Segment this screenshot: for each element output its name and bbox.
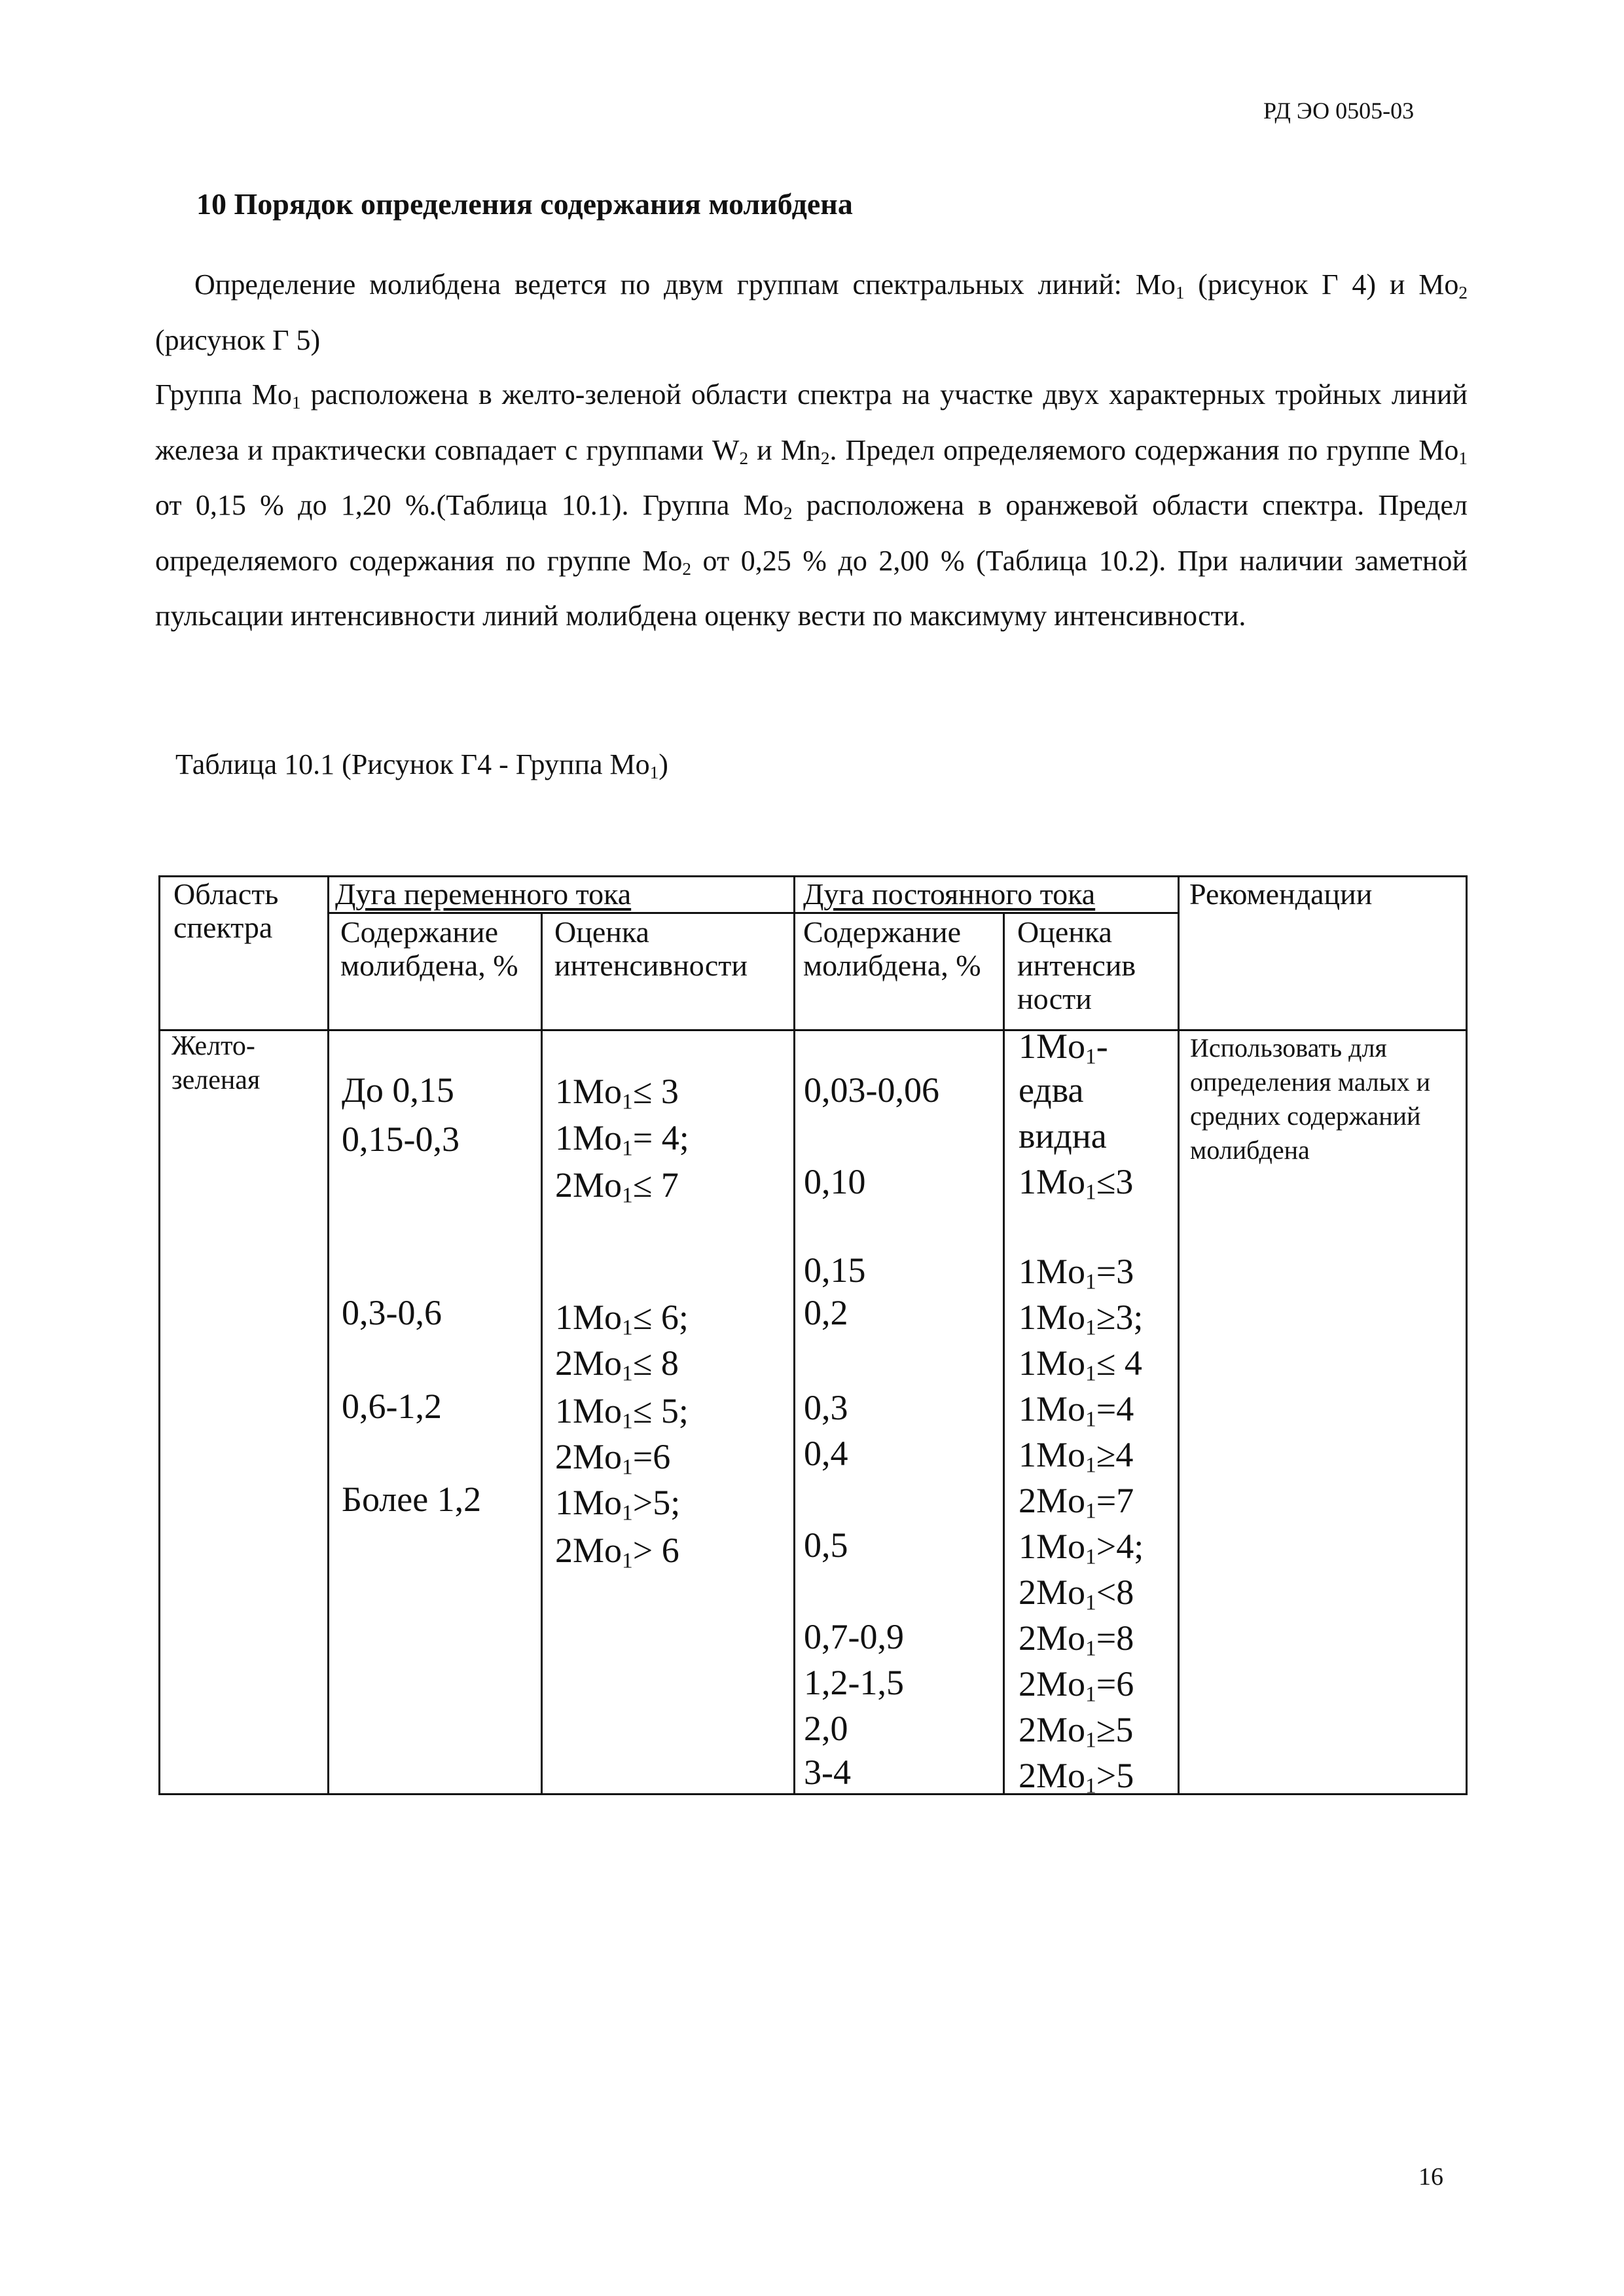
dc-intensity-16: $2Mo_1>5$ (1019, 1756, 1134, 1798)
ac-intensity-4: $1Mo_1\le 6$; (555, 1298, 689, 1340)
section-heading: 10 Порядок определения содержания молибдена (196, 187, 853, 221)
table-col-divider-4 (1003, 912, 1005, 1795)
dc-content-9: 1,2-1,5 (804, 1663, 904, 1702)
table-caption: Таблица 10.1 (Рисунок Г4 - Группа $Mo_1$) (175, 748, 668, 782)
ac-intensity-5: $2Mo_1\le 8$ (555, 1343, 679, 1386)
table-col-divider-3 (793, 875, 795, 1795)
header-ac-arc: Дуга переменного тока (335, 877, 632, 911)
dc-content-2: 0,10 (804, 1162, 866, 1201)
ac-intensity-2: $1Mo_1= 4$; (555, 1118, 689, 1161)
table-border-right (1466, 875, 1468, 1795)
dc-intensity-11: $1Mo_1>4$; (1019, 1527, 1144, 1569)
dc-intensity-6: $1Mo_1\ge 3$; (1019, 1298, 1144, 1340)
paragraph-intro: Определение молибдена ведется по двум группам спектральных линий: $Mo_1$ (рисунок Г 4) и $Mo_2$ (рисунок Г 5) (155, 268, 1468, 356)
dc-content-1: 0,03-0,06 (804, 1070, 939, 1110)
ac-content-4: 0,6-1,2 (342, 1387, 442, 1426)
dc-intensity-14: $2Mo_1=6$ (1019, 1664, 1134, 1707)
cell-recommendation: Использовать для определения малых и средних содержаний молибдена (1190, 1033, 1431, 1165)
table-border-left (158, 875, 160, 1795)
ac-content-1: До 0,15 (342, 1070, 454, 1110)
page-number: 16 (1418, 2163, 1443, 2191)
dc-intensity-12: $2Mo_1<8$ (1019, 1573, 1134, 1615)
dc-content-4: 0,2 (804, 1293, 848, 1332)
ac-content-5: Более 1,2 (342, 1480, 482, 1519)
document-code: РД ЭО 0505-03 (1263, 98, 1415, 124)
ac-intensity-3: $2Mo_1\le 7$ (555, 1165, 679, 1208)
dc-intensity-2: едва (1019, 1070, 1084, 1110)
dc-content-5: 0,3 (804, 1388, 848, 1427)
header-dc-intensity: Оценка интенсив ности (1017, 915, 1136, 1015)
dc-content-7: 0,5 (804, 1525, 848, 1565)
header-dc-arc: Дуга постоянного тока (803, 877, 1096, 911)
dc-intensity-4: $1Mo_1\le 3$ (1019, 1162, 1134, 1205)
table-border-bottom (158, 1793, 1468, 1795)
ac-intensity-7: $2Mo_1=6$ (555, 1437, 671, 1480)
dc-intensity-7: $1Mo_1\le 4$ (1019, 1343, 1142, 1386)
dc-intensity-5: $1Mo_1=3$ (1019, 1252, 1134, 1294)
dc-content-6: 0,4 (804, 1434, 848, 1473)
dc-intensity-3: видна (1019, 1116, 1107, 1156)
dc-content-3: 0,15 (804, 1250, 866, 1290)
table-col-divider-1 (327, 875, 329, 1795)
dc-intensity-8: $1Mo_1=4$ (1019, 1389, 1134, 1432)
header-dc-content: Содержание молибдена, % (803, 915, 981, 982)
dc-intensity-10: $2Mo_1=7$ (1019, 1481, 1134, 1523)
table-col-divider-2 (541, 912, 543, 1795)
dc-content-10: 2,0 (804, 1709, 848, 1748)
ac-intensity-8: $1Mo_1>5$; (555, 1483, 681, 1525)
ac-intensity-1: $1Mo_1\le 3$ (555, 1072, 679, 1114)
header-recommendations: Рекомендации (1189, 877, 1373, 911)
dc-intensity-13: $2Mo_1=8$ (1019, 1618, 1134, 1661)
ac-intensity-9: $2Mo_1> 6$ (555, 1531, 679, 1573)
header-ac-content: Содержание молибдена, % (340, 915, 518, 982)
dc-intensity-9: $1Mo_1\ge 4$ (1019, 1435, 1134, 1478)
cell-region: Желто- зеленая (171, 1031, 261, 1095)
table-subheader-line-dc (793, 912, 1178, 914)
ac-content-2: 0,15-0,3 (342, 1120, 460, 1159)
table-subheader-line-ac (327, 912, 793, 914)
dc-content-8: 0,7-0,9 (804, 1617, 904, 1656)
dc-intensity-15: $2Mo_1\ge 5$ (1019, 1710, 1134, 1753)
dc-intensity-1: $1Mo_1-$ (1019, 1027, 1108, 1069)
table-col-divider-5 (1178, 875, 1180, 1795)
dc-content-11: 3-4 (804, 1753, 851, 1792)
paragraph-group-description: Группа $Mo_1$ расположена в желто-зеленой области спектра на участке двух характерных тройных линий железа и практически совпадает с группами $W_2$ и $Mn_2$. Предел определяемого содержания по группе $Mo_1$ от 0,15 % до 1,20 %.(Таблица 10.1). Группа $Mo_2$ расположена в оранжевой области спектра. Предел определяемого содержания по группе $Mo_2$ от 0,25 % до 2,00 % (Таблица 10.2). При наличии заметной пульсации интенсивности линий молибдена оценку вести по максимуму интенсивности. (155, 378, 1468, 632)
header-ac-intensity: Оценка интенсивности (554, 915, 748, 982)
ac-content-3: 0,3-0,6 (342, 1293, 442, 1332)
ac-intensity-6: $1Mo_1\le 5$; (555, 1391, 689, 1434)
header-region: Область спектра (173, 877, 279, 944)
